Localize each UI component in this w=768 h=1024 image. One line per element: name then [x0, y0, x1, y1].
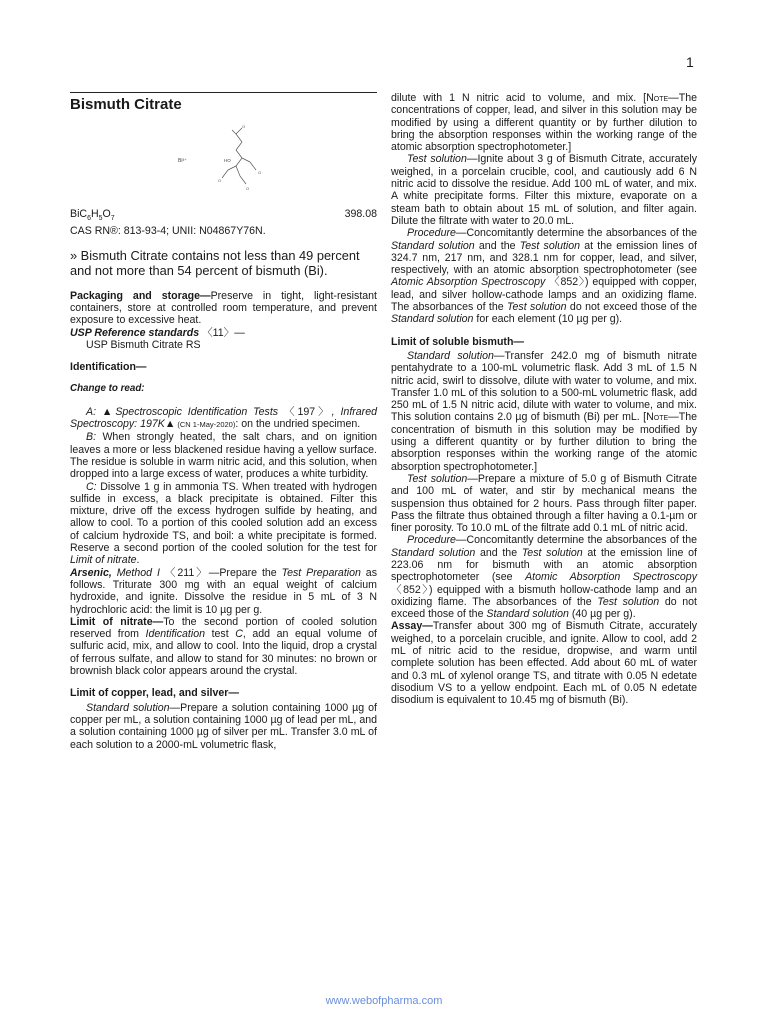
citrate-structure-drawing [176, 122, 296, 202]
arsenic-test: Arsenic, Method I 〈211〉—Prepare the Test Preparation as follows. Triturate 300 mg with an equal weight of calcium hydroxide, and ignite. Dissolve the residue in 5 mL of 3 N hydrochloric acid: the limit is 10 µg per g. [70, 566, 377, 616]
packaging-storage: Packaging and storage—Preserve in tight, light-resistant containers, store at controlled room temperature, and prevent exposure to excessive heat. [70, 289, 378, 327]
definition: » Bismuth Citrate contains not less than 49 percent and not more than 54 percent of bismuth (Bi). [70, 247, 360, 278]
footer-link[interactable]: www.webofpharma.com [325, 995, 443, 1007]
copper-procedure: Procedure—Concomitantly determine the absorbances of the Standard solution and the Test solution at the emission lines of 324.7 nm, 217 nm, and 328.1 nm for copper, lead, and silver, respectively, with an atomic absorption spectrophotometer (see Atomic Absorption Spectroscopy 〈852〉) equipped with copper, lead, and silver hollow-cathode lamps and an oxidizing flame. The absorbances of the Test solution do not exceed those of the Standard solution for each element (10 µg per g). [391, 227, 698, 326]
chemical-structure [70, 120, 377, 202]
copper-standard-solution: Standard solution—Prepare a solution containing 1000 µg of copper per mL, a solution containing 1000 µg of lead per mL, and a solution containing 1000 µg of silver per mL. Transfer 3.0 mL of each solution to a 2000-mL volumetric flask, [70, 701, 377, 751]
identification-c: C: Dissolve 1 g in ammonia TS. When treated with hydrogen sulfide in excess, a black precipitate is obtained. Filter this mixture, drive off the excess hydrogen sulfide by heating, and allow to cool. To a portion of this cooled solution add an excess of calcium hydroxide TS, and boil: a white precipitate is formed. Reserve a second portion of the cooled solution for the test for Limit of nitrate. [70, 480, 377, 567]
svg-text:O: O [218, 178, 222, 183]
title-rule [70, 92, 377, 93]
bismuth-ion-label: Bi³⁺ [178, 158, 187, 164]
cas-number: CAS RN®: 813-93-4; UNII: N04867Y76N. [70, 225, 266, 238]
svg-text:O: O [258, 170, 262, 175]
molecular-formula: $BiC_6H_5O_7$ [70, 208, 115, 223]
copper-test-solution: Test solution—Ignite about 3 g of Bismuth Citrate, accurately weighed, in a porcelain crucible, cool, and cautiously add 6 N nitric acid to dissolve the residue. Add 100 mL of water, and mix. A white precipitate forms. Filter this mixture, evaporate on a steam bath to obtain about 15 mL of solution, and filter again. Dilute the filtrate with water to 20.0 mL. [391, 153, 698, 227]
identification-b: B: When strongly heated, the salt chars, and on ignition leaves a more or less blackened residue having a yellow surface. The residue is soluble in warm nitric acid, and this solution, when dropped into a large excess of water, produces a white turbidity. [70, 431, 378, 481]
right-column [391, 92, 697, 707]
bismuth-standard-solution: Standard solution—Transfer 242.0 mg of bismuth nitrate pentahydrate to a 100-mL volumetric flask. Add 3 mL of 1.5 N nitric acid, swirl to dissolve, dilute with water to volume, and mix. Transfer 1.0 mL of this solution to a 500-mL volumetric flask, add 250 mL of 1.5 N nitric acid, dilute with water to volume, and mix. This solution contains 2.0 µg of bismuth (Bi) per mL. [Note—The concentration of bismuth in this solution may be modified by using a different quantity or by further dilution to bring the absorption responses within the working range of the atomic absorption spectrophotometer.] [391, 349, 697, 473]
bismuth-test-solution: Test solution—Prepare a mixture of 5.0 g of Bismuth Citrate and 100 mL of water, and stir by mechanical means the suspension thus obtained for 2 hours. Pass through filter paper. Pass the filtrate thus obtained through a filter having a 0.1-µm or finer porosity. To 10.0 mL of the filtrate add 0.1 mL of nitric acid. [391, 472, 697, 535]
change-to-read-note: Change to read: [70, 383, 145, 395]
formula-line [70, 208, 377, 225]
identification-a: A: ▲Spectroscopic Identification Tests 〈197〉, Infrared Spectroscopy: 197K▲ (CN 1-May-2020): on the undried specimen. [70, 405, 377, 431]
monograph-title: Bismuth Citrate [70, 96, 182, 113]
usp-reference-item: USP Bismuth Citrate RS [86, 338, 201, 351]
copper-standard-continued: dilute with 1 N nitric acid to volume, and mix. [Note—The concentrations of copper, lead, and silver in this solution may be modified by using a different quantity or by further dilution to bring the absorption responses within the working range of the atomic absorption spectrophotometer.] [391, 92, 697, 154]
hydroxyl-label: HO [224, 158, 231, 163]
svg-text:O: O [242, 124, 246, 129]
molecular-weight: 398.08 [344, 208, 377, 220]
nitrate-limit: Limit of nitrate—To the second portion of cooled solution reserved from Identification test C, add an equal volume of sulfuric acid, mix, and allow to cool. Into the liquid, drop a crystal of ferrous sulfate, and allow to stand for 30 minutes: no brown or brownish black color appears around the crystal. [70, 615, 377, 678]
usp-reference-standards: USP Reference standards 〈11〉— [70, 326, 245, 339]
page-number: 1 [686, 54, 694, 70]
soluble-bismuth-heading: Limit of soluble bismuth— [391, 335, 525, 348]
left-column [70, 92, 377, 751]
bismuth-procedure: Procedure—Concomitantly determine the absorbances of the Standard solution and the Test solution at the emission line of 223.06 nm for bismuth with an atomic absorption spectrophotometer (see Atomic Absorption Spectroscopy 〈852〉) equipped with a bismuth hollow-cathode lamp and an oxidizing flame. The absorbances of the Test solution do not exceed those of the Standard solution (40 µg per g). [391, 534, 697, 621]
assay: Assay—Transfer about 300 mg of Bismuth Citrate, accurately weighed, to a porcelain crucible, and ignite. Allow to cool, add 2 mL of nitric acid to the residue, dropwise, and warm until complete solution has been effected. Add about 60 mL of water and 0.3 mL of xylenol orange TS, and titrate with 0.05 N edetate disodium VS to a yellow endpoint. Each mL of 0.05 N edetate disodium is equivalent to 10.45 mg of bismuth (Bi). [391, 620, 697, 707]
copper-lead-silver-heading: Limit of copper, lead, and silver— [70, 687, 239, 700]
svg-text:O: O [246, 186, 250, 191]
identification-heading: Identification— [70, 361, 147, 374]
